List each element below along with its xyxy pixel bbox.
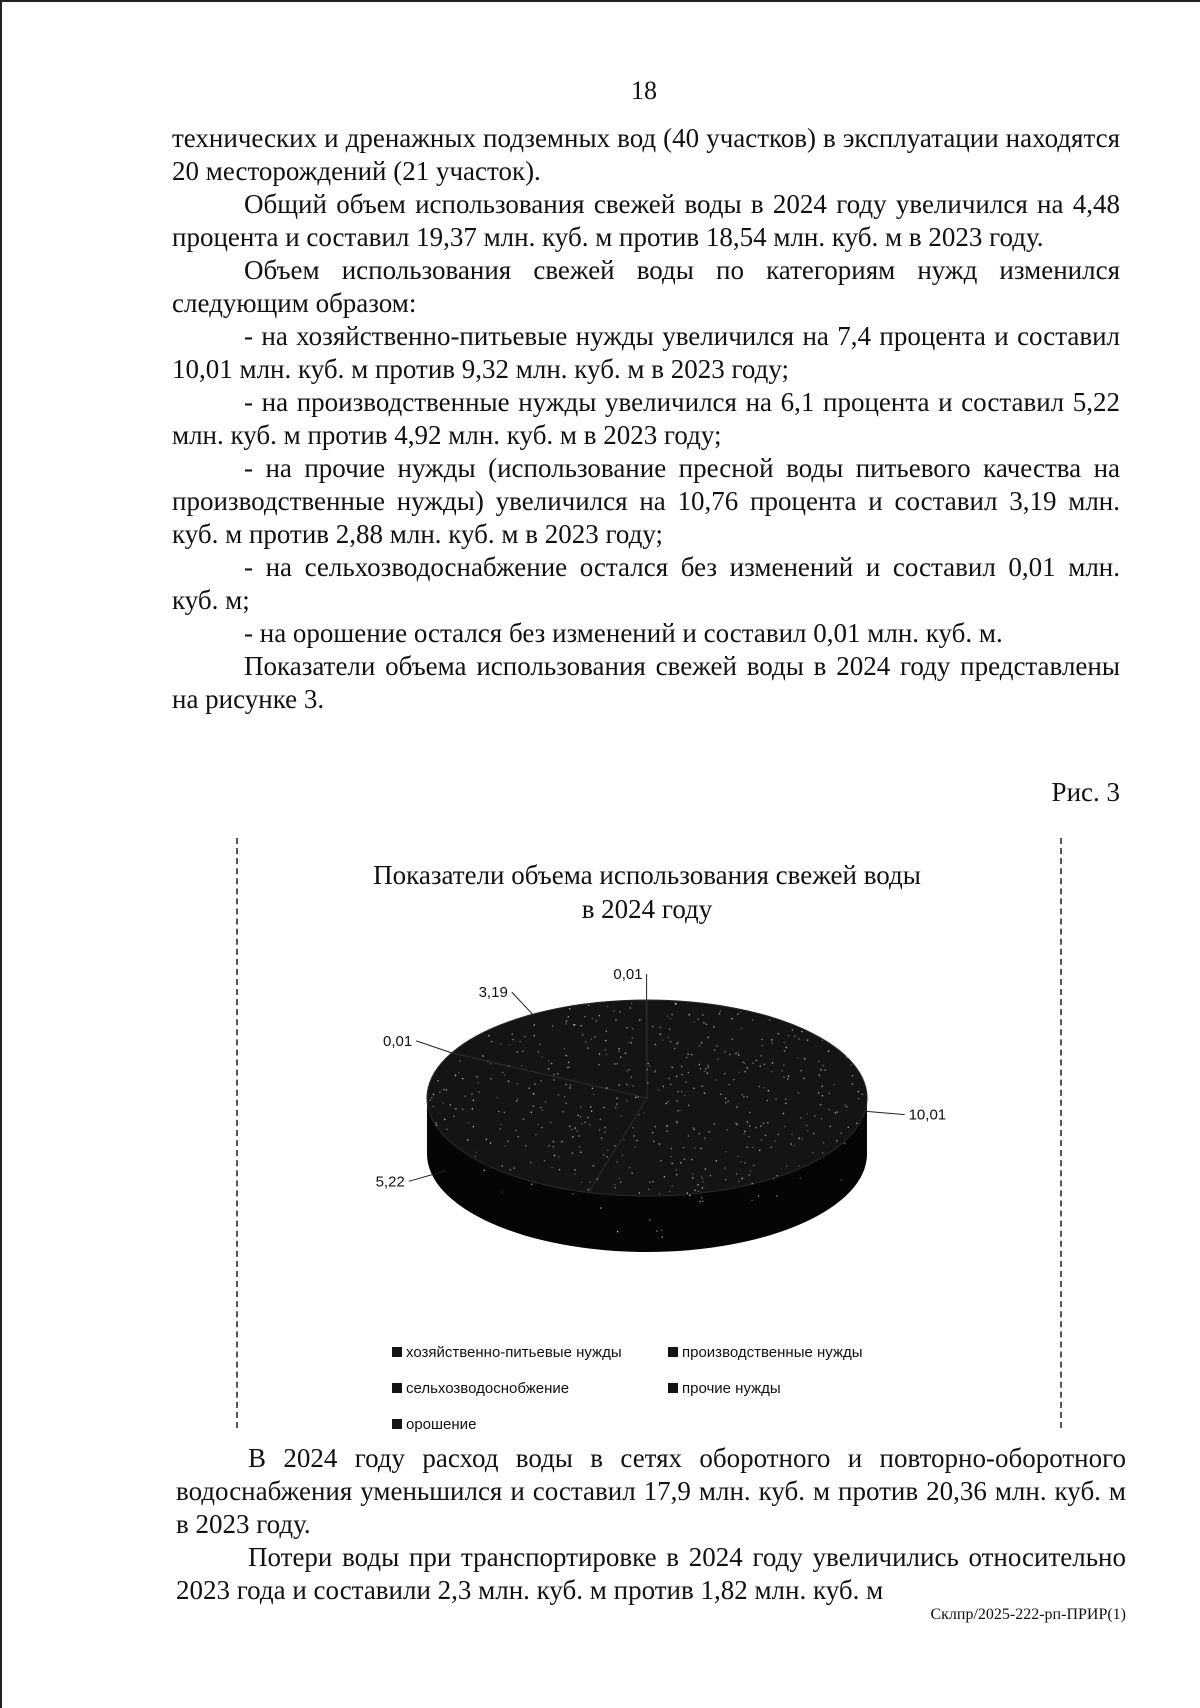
- data-label-1: 5,22: [375, 1173, 405, 1191]
- leader-line-3: [512, 992, 533, 1014]
- paragraph: - на прочие нужды (использование пресной воды питьевого качества на производственные нужды) увеличился на 10,76 процента и составил 3,19 млн. куб. м против 2,88 млн. куб. м в 2023 году;: [172, 453, 1120, 549]
- body-text-top: [172, 122, 1120, 716]
- paragraph: Общий объем использования свежей воды в 2024 году увеличился на 4,48 процента и составил 19,37 млн. куб. м против 18,54 млн. куб. м в 2023 году.: [172, 189, 1120, 252]
- legend-label: сельхозводоснобжение: [406, 1379, 570, 1397]
- legend-item: [392, 1334, 662, 1370]
- data-label-4: 0,01: [613, 966, 643, 983]
- paragraph: В 2024 году расход воды в сетях оборотного и повторно-оборотного водоснабжения уменьшился и составил 17,9 млн. куб. м против 20,36 млн. куб. м в 2023 году.: [176, 1443, 1126, 1539]
- paragraph: - на хозяйственно-питьевые нужды увеличился на 7,4 процента и составил 10,01 млн. куб. м против 9,32 млн. куб. м в 2023 году;: [172, 321, 1120, 384]
- chart-title-line-2: в 2024 году: [581, 894, 713, 924]
- document-code: Склпр/2025-222-рп-ПРИР(1): [930, 1606, 1126, 1623]
- legend-item: [668, 1370, 781, 1406]
- leader-line-0: [865, 1111, 905, 1114]
- pie-plot-area: [232, 838, 1062, 1308]
- legend-swatch: [392, 1347, 402, 1357]
- legend-label: прочие нужды: [682, 1379, 781, 1397]
- legend-item: [392, 1406, 662, 1442]
- legend-label: хозяйственно-питьевые нужды: [406, 1343, 622, 1361]
- paragraph: - на сельхозводоснабжение остался без изменений и составил 0,01 млн. куб. м;: [172, 552, 1120, 615]
- page-number: 18: [631, 76, 657, 105]
- paragraph: технических и дренажных подземных вод (40 участков) в эксплуатации находятся 20 месторождений (21 участок).: [172, 123, 1120, 186]
- data-label-3: 3,19: [478, 984, 508, 1002]
- legend-row: [392, 1406, 952, 1442]
- paragraph: - на производственные нужды увеличился на 6,1 процента и составил 5,22 млн. куб. м против 4,92 млн. куб. м в 2023 году;: [172, 387, 1120, 450]
- legend-label: орошение: [406, 1415, 477, 1433]
- chart-title-line-1: Показатели объема использования свежей воды: [373, 860, 921, 890]
- legend-swatch: [392, 1419, 402, 1429]
- legend-swatch: [668, 1383, 678, 1393]
- chart-legend: [392, 1334, 952, 1442]
- legend-label: производственные нужды: [682, 1343, 863, 1361]
- pie-chart: [232, 838, 1062, 1438]
- legend-swatch: [668, 1347, 678, 1357]
- data-label-0: 10,01: [908, 1106, 947, 1124]
- legend-item: [668, 1334, 863, 1370]
- paragraph: Объем использования свежей воды по категориям нужд изменился следующим образом:: [172, 255, 1120, 318]
- paragraph: Показатели объема использования свежей воды в 2024 году представлены на рисунке 3.: [172, 651, 1120, 714]
- paragraph: Потери воды при транспортировке в 2024 году увеличились относительно 2023 года и составили 2,3 млн. куб. м против 1,82 млн. куб. м: [176, 1542, 1126, 1605]
- body-text-bottom: [176, 1442, 1126, 1607]
- page-left-border: [0, 0, 2, 1708]
- legend-row: [392, 1370, 952, 1406]
- figure-label: Рис. 3: [1051, 777, 1120, 807]
- legend-item: [392, 1370, 662, 1406]
- legend-swatch: [392, 1383, 402, 1393]
- legend-row: [392, 1334, 952, 1370]
- data-label-2: 0,01: [382, 1032, 413, 1050]
- paragraph: - на орошение остался без изменений и составил 0,01 млн. куб. м.: [244, 618, 1003, 648]
- page-top-border: [0, 0, 1200, 2]
- leader-line-2: [416, 1041, 452, 1053]
